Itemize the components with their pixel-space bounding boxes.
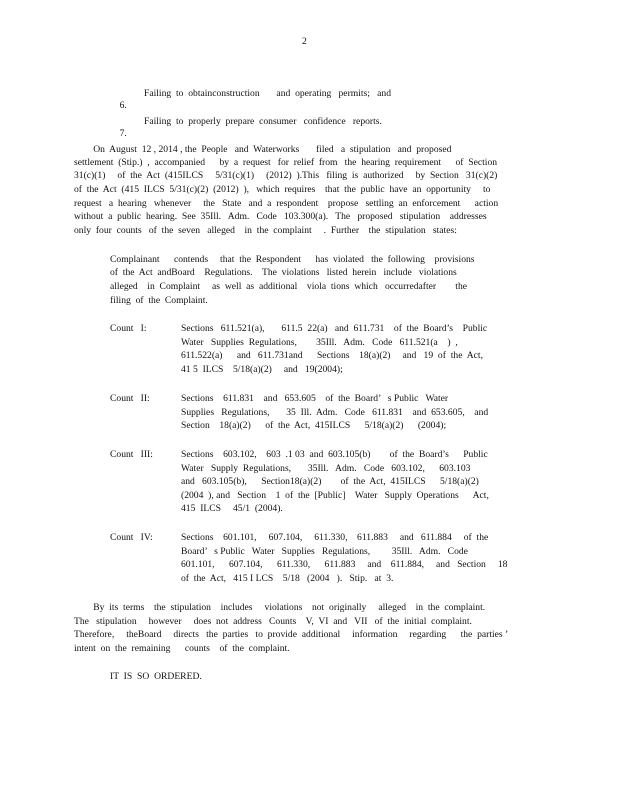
count-line: Sections 603.102, 603 .1 03 and 603.105(b) of the Board’s Public <box>181 449 488 460</box>
count-line: Sections 611.831 and 653.605 of the Board’ s Public Water <box>181 393 449 404</box>
count-line: Supplies Regulations, 35 Ill. Adm. Code 611.831 and 653.605, and <box>181 407 489 418</box>
paragraph-line: By its terms the stipulation includes violations not originally alleged in the complaint. <box>74 602 486 613</box>
list-item-text: Failing to properly prepare consumer confidence reports. <box>144 116 382 127</box>
list-item-text: Failing to obtainconstruction and operating permits; and <box>144 88 391 99</box>
count-line: Board’ s Public Water Supplies Regulations, 35Ill. Adm. Code <box>181 546 468 557</box>
paragraph-line: intent on the remaining counts of the complaint. <box>74 643 290 654</box>
count-line: Sections 611.521(a), 611.5 22(a) and 611.731 of the Board’s Public <box>181 323 488 334</box>
count-label: Count I: <box>110 323 147 334</box>
paragraph-line: Therefore, theBoard directs the parties to provide additional information regarding the parties ’ <box>74 629 509 640</box>
count-line: and 603.105(b), Section18(a)(2) of the Act, 415ILCS 5/18(a)(2) <box>181 476 479 487</box>
count-line: Water Supplies Regulations, 35Ill. Adm. Code 611.521(a ) , <box>181 337 458 348</box>
count-line: (2004 ), and Section 1 of the [Public] Water Supply Operations Act, <box>181 490 489 501</box>
count-label: Count IV: <box>110 532 153 543</box>
count-line: 611.522(a) and 611.731and Sections 18(a)(2) and 19 of the Act, <box>181 350 483 361</box>
count-line: Water Supply Regulations, 35Ill. Adm. Code 603.102, 603.103 <box>181 463 471 474</box>
quote-line: Complainant contends that the Respondent has violated the following provisions <box>110 254 475 265</box>
paragraph-line: request a hearing whenever the State and a respondent propose settling an enforcement action <box>74 198 499 209</box>
page-number: 2 <box>302 36 307 47</box>
paragraph-line: settlement (Stip.) , accompanied by a request for relief from the hearing requirement of Section <box>74 157 498 168</box>
count-label: Count III: <box>110 449 153 460</box>
count-line: 41 5 ILCS 5/18(a)(2) and 19(2004); <box>181 364 343 375</box>
count-label: Count II: <box>110 393 150 404</box>
paragraph-line: The stipulation however does not address Counts V, VI and VII of the initial complaint. <box>74 616 472 627</box>
list-item-number: 6. <box>119 100 127 111</box>
quote-line: alleged in Complaint as well as additional viola tions which occurredafter the <box>110 281 468 292</box>
paragraph-line: of the Act (415 ILCS 5/31(c)(2) (2012) ), which requires that the public have an opportunity to <box>74 184 491 195</box>
paragraph-line: only four counts of the seven alleged in the complaint . Further the stipulation states: <box>74 225 457 236</box>
count-line: Sections 601.101, 607.104, 611.330, 611.883 and 611.884 of the <box>181 532 489 543</box>
count-line: Section 18(a)(2) of the Act, 415ILCS 5/18(a)(2) (2004); <box>181 420 447 431</box>
count-line: 415 ILCS 45/1 (2004). <box>181 503 283 514</box>
count-line: 601.101, 607.104, 611.330, 611.883 and 611.884, and Section 18 <box>181 559 508 570</box>
quote-line: of the Act andBoard Regulations. The violations listed herein include violations <box>110 267 457 278</box>
order-statement: IT IS SO ORDERED. <box>110 671 202 682</box>
count-line: of the Act, 415 I LCS 5/18 (2004 ). Stip. at 3. <box>181 573 394 584</box>
list-item-number: 7. <box>119 128 127 139</box>
paragraph-line: On August 12 , 2014 , the People and Waterworks filed a stipulation and proposed <box>74 144 452 155</box>
paragraph-line: 31(c)(1) of the Act (415ILCS 5/31(c)(1) (2012) ).This filing is authorized by Section 31(c)(2) <box>74 170 498 181</box>
paragraph-line: without a public hearing. See 35Ill. Adm. Code 103.300(a). The proposed stipulation addresses <box>74 211 487 222</box>
quote-line: filing of the Complaint. <box>110 295 208 306</box>
